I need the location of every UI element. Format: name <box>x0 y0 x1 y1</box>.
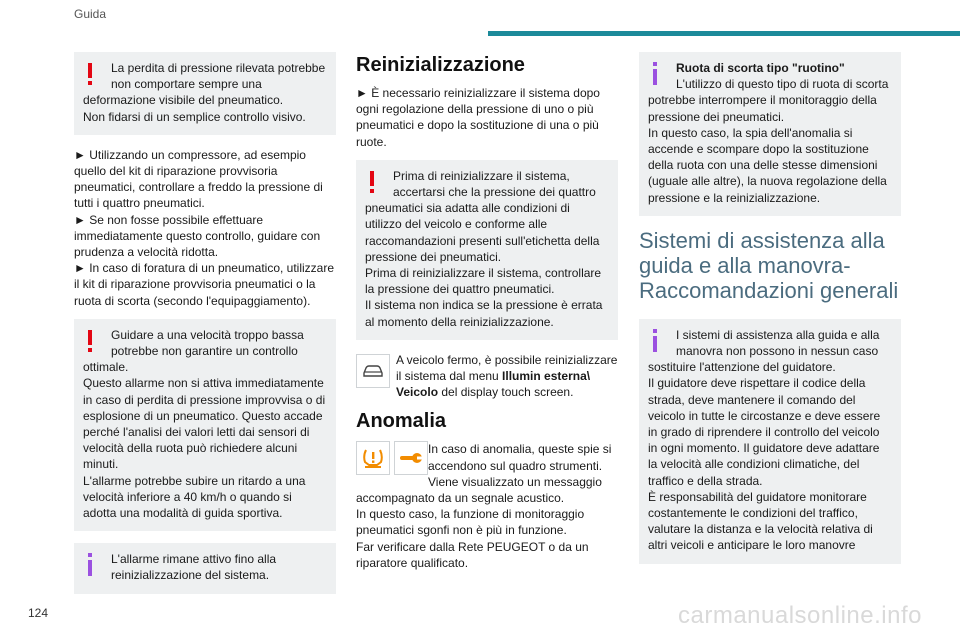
info-icon <box>83 551 97 577</box>
info-note-spare-wheel <box>639 52 901 216</box>
note-line: Questo allarme non si attiva immediatamente in caso di perdita di pressione improvvisa o di esplosione di un pneumatico. Questo accade perché l'analisi dei valori letti dai sensori di velocità della ruota può richiedere alcuni minuti. <box>83 376 326 472</box>
note-line: In questo caso, la spia dell'anomalia si accende e scompare dopo la sostituzione della ruota con una delle stesse dimensioni (uguale alle altre), la nuova regolazione della pressione e la reinizializzazione. <box>648 125 887 205</box>
anomaly-line: In questo caso, la funzione di monitoraggio pneumatici sgonfi non è più in funzione. <box>356 507 585 538</box>
note-line: I sistemi di assistenza alla guida e alla manovra non possono in nessun caso sostituire l'attenzione del guidatore. <box>648 327 880 375</box>
watermark: carmanualsonline.info <box>678 602 922 629</box>
info-icon <box>648 327 662 353</box>
warning-note-pressure-loss <box>74 52 336 135</box>
note-line: Il guidatore deve rispettare il codice della strada, deve mantenere il comando del veicolo in tutte le circostanze e deve essere in grado di riprendere il controllo del veicolo in ogni momento. Il guidatore deve adattare la velocità alle condizioni climatiche, del traffico e della strada. <box>648 376 881 488</box>
anomaly-icons <box>356 441 428 475</box>
page-number: 124 <box>28 606 49 620</box>
note-title: Ruota di scorta tipo "ruotino" <box>676 61 845 75</box>
anomaly-line: Far verificare dalla Rete PEUGEOT o da un riparatore qualificato. <box>356 539 589 570</box>
info-note-driving-assistance <box>639 319 901 564</box>
warning-note-speed <box>74 319 336 531</box>
warning-exclamation-icon <box>83 327 97 353</box>
note-line: L'allarme rimane attivo fino alla reinizializzazione del sistema. <box>111 552 277 583</box>
note-line: L'utilizzo di questo tipo di ruota di scorta potrebbe interrompere il monitoraggio della pressione dei pneumatici. <box>648 77 889 124</box>
tyre-pressure-warning-icon <box>356 441 390 475</box>
vehicle-note-menu-path: Illumin esterna\ Veicolo <box>396 369 591 400</box>
info-note-alarm <box>74 543 336 593</box>
vehicle-menu-note <box>356 352 618 401</box>
info-icon <box>648 60 662 86</box>
note-line: Guidare a una velocità troppo bassa potrebbe non garantire un controllo ottimale. <box>83 327 304 375</box>
warning-exclamation-icon <box>83 60 97 86</box>
header-section-title: Guida <box>74 7 107 21</box>
anomaly-line: In caso di anomalia, queste spie si accendono sul quadro strumenti. <box>428 442 612 473</box>
note-line: La perdita di pressione rilevata potrebbe non comportare sempre una deformazione visibile del pneumatico. <box>83 61 326 108</box>
vehicle-note-text-end: del display touch screen. <box>438 385 574 400</box>
anomaly-line: Viene visualizzato un messaggio accompagnato da un segnale acustico. <box>356 474 602 506</box>
header-accent-bar <box>488 31 960 36</box>
heading-reinizializzazione: Reinizializzazione <box>356 54 525 76</box>
note-line: È responsabilità del guidatore monitorare costantemente le condizioni del traffico, valutare la distanza e la velocità relativa di altri veicoli e anticipare le loro manovre <box>648 489 873 553</box>
column-1 <box>74 52 336 606</box>
car-icon <box>356 354 390 388</box>
reinit-paragraph: ► È necessario reinizializzare il sistema dopo ogni regolazione della pressione di uno o più pneumatici e dopo la sostituzione di una o più ruote. <box>356 86 600 149</box>
warning-exclamation-icon <box>365 168 379 194</box>
instruction-line: ► In caso di foratura di un pneumatico, utilizzare il kit di riparazione provvisoria pneumatici o la ruota di scorta (secondo l'equipaggiamento). <box>74 261 335 308</box>
warning-note-reinit <box>356 160 618 340</box>
vehicle-note-text: A veicolo fermo, è possibile reinizializzare il sistema dal menu <box>396 352 618 384</box>
note-line: Prima di reinizializzare il sistema, accertarsi che la pressione dei quattro pneumatici sia adatta alle condizioni di utilizzo del veicolo e conforme alle raccomandazioni presenti sull'etichetta della pressione dei pneumatici. <box>365 168 600 264</box>
instruction-line: ► Se non fosse possibile effettuare immediatamente questo controllo, guidare con prudenza a velocità ridotta. <box>74 212 321 260</box>
note-line: L'allarme potrebbe subire un ritardo a una velocità inferiore a 40 km/h o quando si adotta una modalità di guida sportiva. <box>83 473 306 521</box>
note-line: Prima di reinizializzare il sistema, controllare la pressione dei quattro pneumatici. <box>365 266 602 297</box>
instructions-paragraph <box>74 147 336 309</box>
heading-driving-assistance: Sistemi di assistenza alla guida e alla manovra- Raccomandazioni generali <box>639 227 899 303</box>
column-2 <box>356 52 618 581</box>
anomaly-paragraph <box>356 441 618 571</box>
heading-anomalia: Anomalia <box>356 410 447 433</box>
column-3 <box>639 52 901 576</box>
instruction-line: ► Utilizzando un compressore, ad esempio quello del kit di riparazione provvisoria pneumatici, controllare a freddo la pressione di tutti i quattro pneumatici. <box>74 147 323 211</box>
note-line: Il sistema non indica se la pressione è errata al momento della reinizializzazione. <box>365 298 603 329</box>
note-line: Non fidarsi di un semplice controllo visivo. <box>83 109 306 124</box>
wrench-icon <box>394 441 428 475</box>
